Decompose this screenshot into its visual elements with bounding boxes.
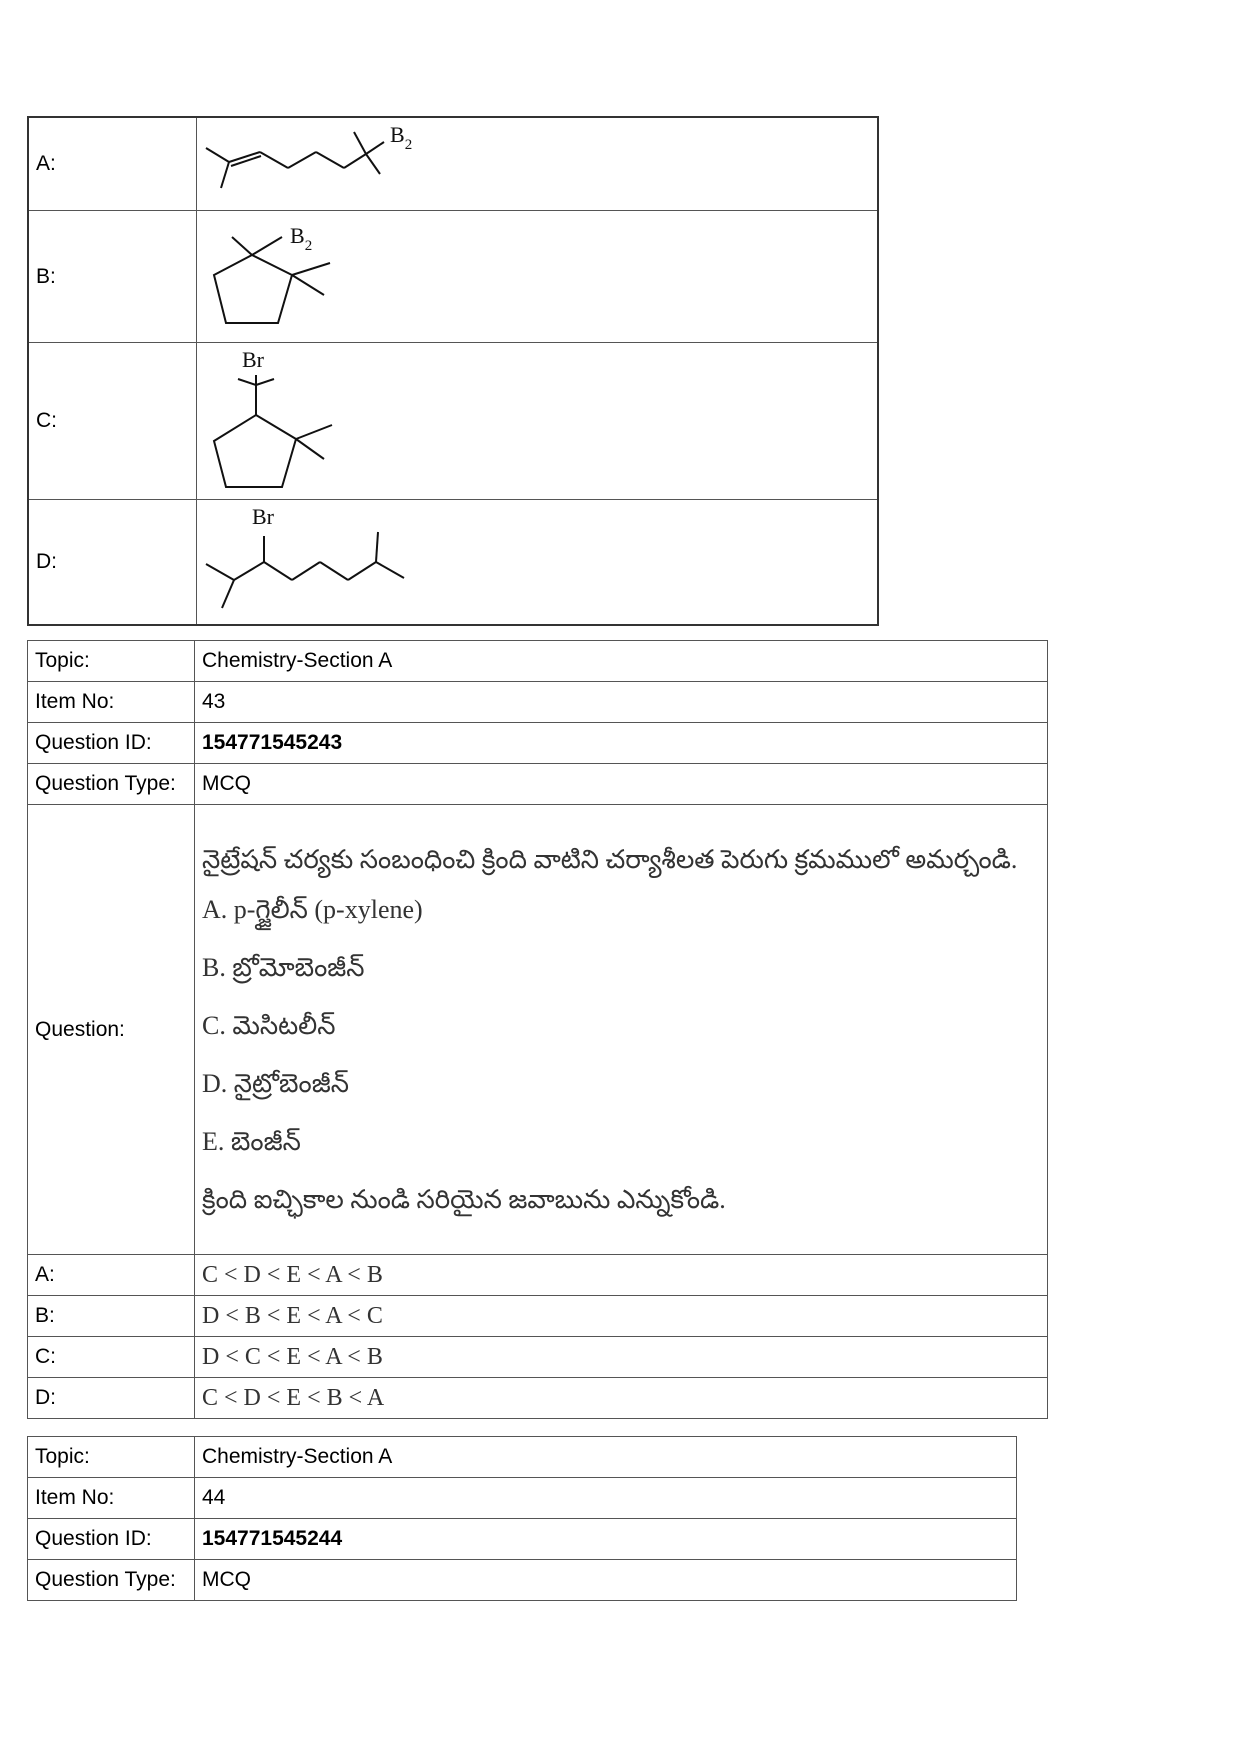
question-stem: నైట్రేషన్ చర్యకు సంబంధించి క్రింది వాటిని చర్యాశీలత పెరుగు క్రమములో అమర్చండి. <box>202 844 1018 874</box>
option-text: C < D < E < B < A <box>195 1378 1048 1419</box>
option-text: C < D < E < A < B <box>195 1255 1048 1296</box>
question-43-table <box>27 640 1048 1419</box>
svg-text:Br <box>242 347 265 372</box>
question-id-value: 154771545244 <box>195 1519 1017 1560</box>
structure-option-row <box>28 500 878 626</box>
substituent-label: B <box>390 122 405 147</box>
option-label: C: <box>28 1337 195 1378</box>
svg-text:Br <box>252 504 275 529</box>
chemical-structure-b <box>204 211 444 336</box>
structure-cell <box>197 343 879 500</box>
substituent-subscript: 2 <box>304 238 313 254</box>
option-label: B: <box>28 1296 195 1337</box>
question-item: D. నైట్రోబెంజీన్ <box>202 1068 349 1098</box>
svg-text:B2 <box>390 122 412 153</box>
option-label: D: <box>28 1378 195 1419</box>
question-id-value: 154771545243 <box>195 723 1048 764</box>
structure-options-table <box>27 116 879 626</box>
topic-label: Topic: <box>28 641 195 682</box>
question-item: C. మెసిటలీన్ <box>202 1010 336 1040</box>
topic-value: Chemistry-Section A <box>195 641 1048 682</box>
question-id-label: Question ID: <box>28 1519 195 1560</box>
question-instruction: క్రింది ఐచ్ఛికాల నుండి సరియైన జవాబును ఎన్నుకోండి. <box>202 1184 726 1214</box>
question-label: Question: <box>28 805 195 1255</box>
question-item: B. బ్రోమోబెంజీన్ <box>202 952 365 982</box>
substituent-subscript: 2 <box>404 137 413 153</box>
chemical-structure-d <box>204 500 444 618</box>
question-type-label: Question Type: <box>28 1560 195 1601</box>
option-label: B: <box>28 211 197 343</box>
question-type-value: MCQ <box>195 764 1048 805</box>
substituent-label: B <box>290 223 305 248</box>
question-type-label: Question Type: <box>28 764 195 805</box>
item-no-value: 44 <box>195 1478 1017 1519</box>
option-label: A: <box>28 1255 195 1296</box>
question-44-table <box>27 1436 1017 1601</box>
item-no-label: Item No: <box>28 1478 195 1519</box>
question-id-label: Question ID: <box>28 723 195 764</box>
topic-label: Topic: <box>28 1437 195 1478</box>
option-text: D < C < E < A < B <box>195 1337 1048 1378</box>
structure-cell <box>197 117 879 211</box>
question-item: A. p-గ్జైలీన్ (p-xylene) <box>202 894 423 924</box>
topic-value: Chemistry-Section A <box>195 1437 1017 1478</box>
item-no-value: 43 <box>195 682 1048 723</box>
structure-option-row <box>28 117 878 211</box>
structure-cell <box>197 500 879 626</box>
chemical-structure-a <box>204 118 444 204</box>
structure-option-row <box>28 343 878 500</box>
svg-text:B2 <box>290 223 312 254</box>
question-text <box>195 805 1048 1255</box>
option-label: C: <box>28 343 197 500</box>
structure-option-row <box>28 211 878 343</box>
substituent-label: Br <box>252 504 274 529</box>
item-no-label: Item No: <box>28 682 195 723</box>
option-label: A: <box>28 117 197 211</box>
question-item: E. బెంజీన్ <box>202 1126 301 1156</box>
question-type-value: MCQ <box>195 1560 1017 1601</box>
option-label: D: <box>28 500 197 626</box>
chemical-structure-c <box>204 343 444 493</box>
option-text: D < B < E < A < C <box>195 1296 1048 1337</box>
structure-cell <box>197 211 879 343</box>
substituent-label: Br <box>242 347 264 372</box>
